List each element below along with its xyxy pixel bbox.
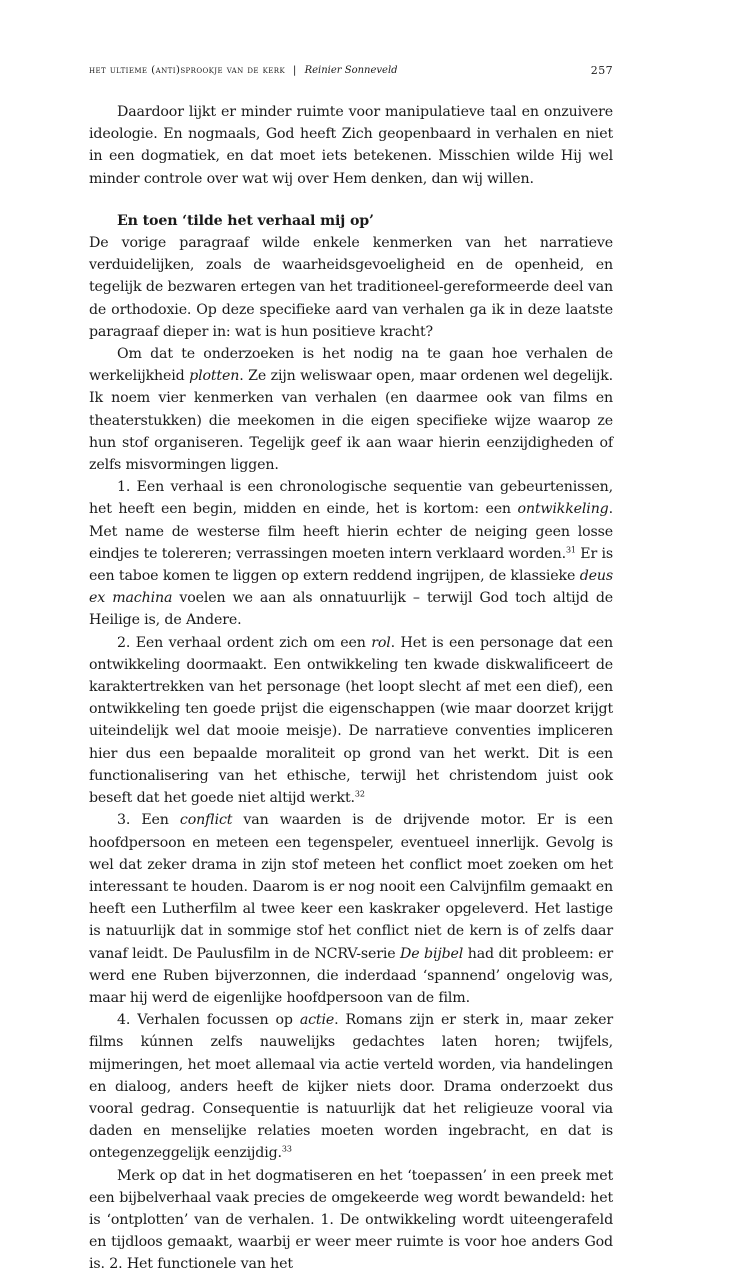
- paragraph-8: Merk op dat in het dogmatiseren en het ‘toepassen’ in een preek met een bijbelverhaal vaak precies de omgekeerde weg wordt bewandeld: het is ‘ontplotten’ van de verhalen. 1. De ontwikkeling wordt uiteengerafeld en tijdloos gemaakt, waarbij er weer meer ruimte is voor hoe anders God is. 2. Het functionele van het: [89, 1167, 613, 1273]
- footnote-ref-33: 33: [281, 1144, 292, 1154]
- paragraph-4: 1. Een verhaal is een chronologische sequentie van gebeurtenissen, het heeft een begin, midden en einde, het is kortom: een ontwikkeling. Met name de westerse film heeft hierin echter de neiging geen losse eindjes te tolereren; verrassingen moeten intern verklaard worden.$^{31}$ Er is een taboe komen te liggen op extern reddend ingrijpen, de klassieke deus ex machina voelen we aan als onnatuurlijk – terwijl God toch altijd de Heilige is, de Andere.: [89, 479, 613, 629]
- paragraph-5: 2. Een verhaal ordent zich om een rol. Het is een personage dat een ontwikkeling doormaakt. Een ontwikkeling ten kwade diskwalificeert de karaktertrekken van het personage (het loopt slecht af met een dief), een ontwikkeling ten goede prijst die eigenschappen (wie maar doorzet krijgt uiteindelijk wel dat mooie meisje). De narratieve conventies impliceren hier dus een bepaalde moraliteit op grond van het werkt. Dit is een functionalisering van het ethische, terwijl het christendom juist ook beseft dat het goede niet altijd werkt.$^{32}$: [89, 634, 613, 807]
- running-head: [89, 64, 613, 76]
- footnote-ref-31: 31: [565, 545, 576, 555]
- page-number: 257: [590, 64, 613, 77]
- paragraph-6: 3. Een conflict van waarden is de drijvende motor. Er is een hoofdpersoon en meteen een tegenspeler, eventueel innerlijk. Gevolg is wel dat zeker drama in zijn stof meteen het conflict moet zoeken om het interessant te houden. Daarom is er nog nooit een Calvijnfilm gemaakt en heeft een Lutherfilm al twee keer een kaskraker opgeleverd. Het lastige is natuurlijk dat in sommige stof het conflict niet de kern is of zelfs daar vanaf leidt. De Paulusfilm in de NCRV-serie De bijbel had dit probleem: er werd ene Ruben bijverzonnen, die inderdaad ‘spannend’ ongelovig was, maar hij werd de eigenlijke hoofdpersoon van de film.: [89, 812, 614, 1006]
- paragraph-1: Daardoor lijkt er minder ruimte voor manipulatieve taal en onzuivere ideologie. En nogmaals, God heeft Zich geopenbaard in verhalen en niet in een dogmatiek, en dat moet iets betekenen. Misschien wilde Hij wel minder controle over wat wij over Hem denken, dan wij willen.: [89, 104, 613, 187]
- running-head-separator: |: [292, 64, 297, 76]
- section-heading: En toen ‘tilde het verhaal mij op’: [117, 212, 374, 229]
- paragraph-7: 4. Verhalen focussen op actie. Romans zijn er sterk in, maar zeker films kúnnen zelfs nauwelijks gedachtes laten horen; twijfels, mijmeringen, het moet allemaal via actie verteld worden, via handelingen en dialoog, anders heeft de kijker niets door. Drama onderzoekt dus vooral gedrag. Consequentie is natuurlijk dat het religieuze vooral via daden en menselijke relaties moeten worden ingebracht, en dat is ontegenzeggelijk eenzijdig.$^{33}$: [89, 1012, 613, 1162]
- body-text: [89, 101, 613, 1276]
- running-head-author: Reinier Sonneveld: [304, 65, 398, 76]
- footnote-ref-32: 32: [354, 789, 365, 799]
- paragraph-2: De vorige paragraaf wilde enkele kenmerken van het narratieve verduidelijken, zoals de waarheidsgevoeligheid en de openheid, en tegelijk de bezwaren ertegen van het traditioneel-gereformeerde deel van de orthodoxie. Op deze specifieke aard van verhalen ga ik in deze laatste paragraaf dieper in: wat is hun positieve kracht?: [89, 235, 613, 340]
- running-head-title: het ultieme (anti)sprookje van de kerk: [89, 64, 286, 76]
- paragraph-3: Om dat te onderzoeken is het nodig na te gaan hoe verhalen de werkelijkheid plotten. Ze zijn weliswaar open, maar ordenen wel degelijk. Ik noem vier kenmerken van verhalen (en daarmee ook van films en theaterstukken) die meekomen in die eigen specifieke wijze waarop ze hun stof organiseren. Tegelijk geef ik aan waar hierin eenzijdigheden of zelfs misvormingen liggen.: [89, 346, 613, 474]
